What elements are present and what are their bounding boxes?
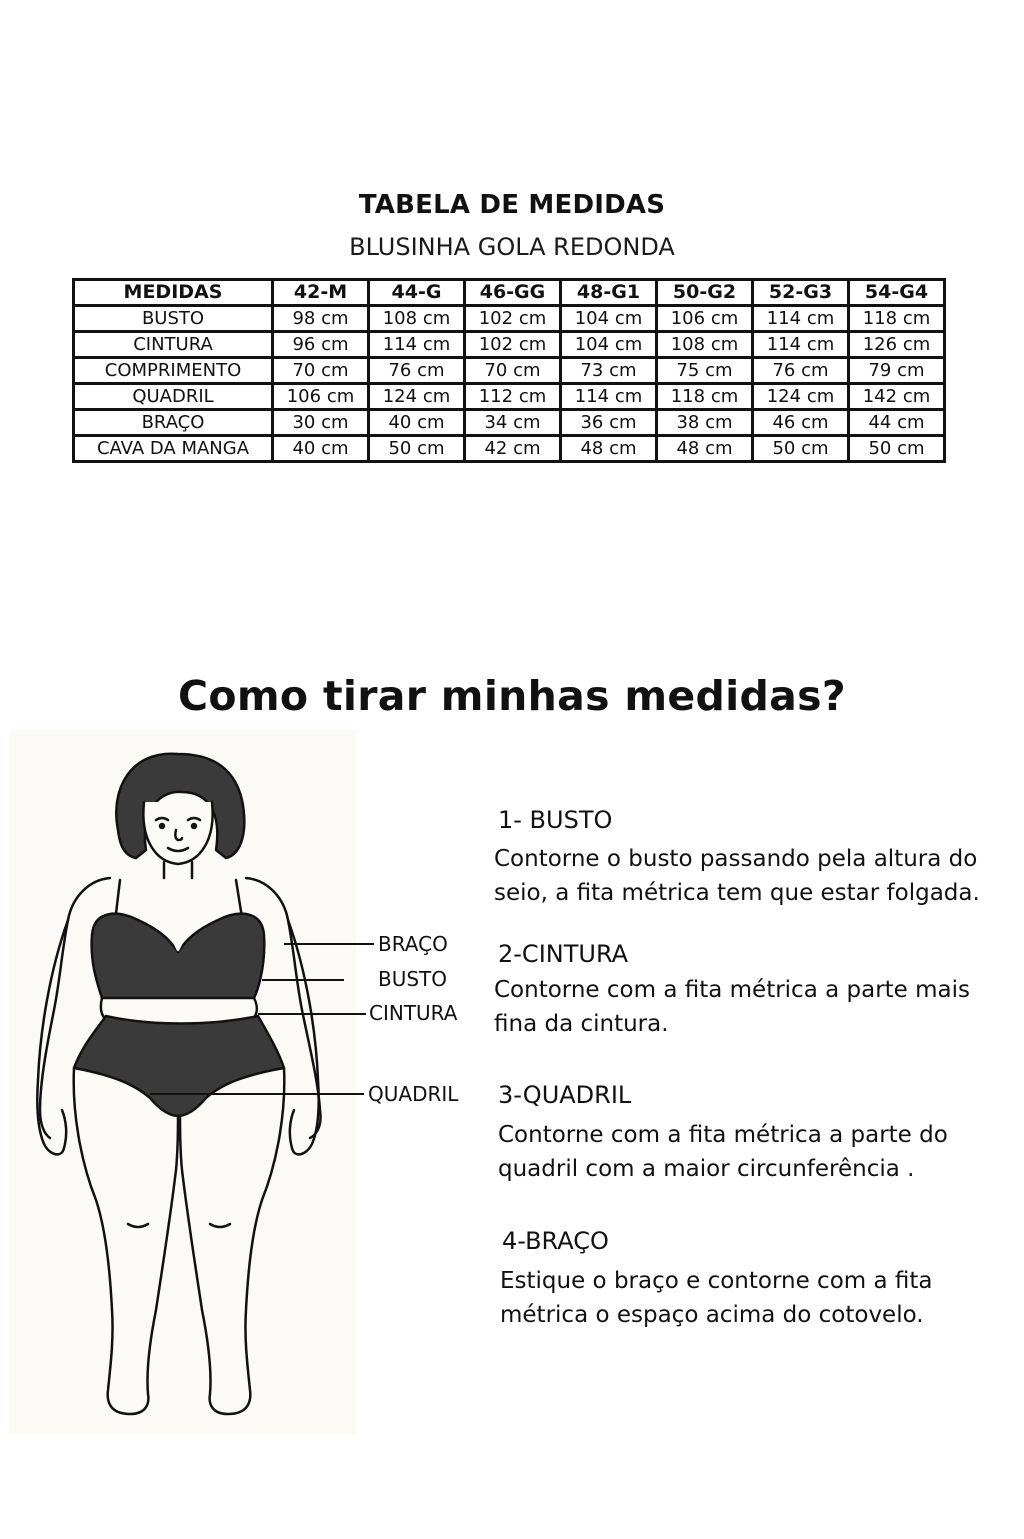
column-header: 54-G4: [849, 280, 945, 306]
body-illustration: [10, 730, 356, 1435]
table-cell: 126 cm: [849, 332, 945, 358]
column-header: 44-G: [369, 280, 465, 306]
table-cell: 102 cm: [465, 332, 561, 358]
table-cell: 96 cm: [273, 332, 369, 358]
table-cell: 114 cm: [369, 332, 465, 358]
table-cell: 118 cm: [657, 384, 753, 410]
row-label: CAVA DA MANGA: [74, 436, 273, 462]
step-1-title: 1- BUSTO: [498, 806, 613, 834]
step-4-title: 4-BRAÇO: [502, 1227, 609, 1255]
table-cell: 38 cm: [657, 410, 753, 436]
table-cell: 75 cm: [657, 358, 753, 384]
table-row: [74, 332, 945, 358]
table-cell: 142 cm: [849, 384, 945, 410]
row-label: COMPRIMENTO: [74, 358, 273, 384]
column-header: 42-M: [273, 280, 369, 306]
table-cell: 114 cm: [753, 306, 849, 332]
column-header: MEDIDAS: [74, 280, 273, 306]
table-cell: 50 cm: [849, 436, 945, 462]
column-header: 52-G3: [753, 280, 849, 306]
column-header: 46-GG: [465, 280, 561, 306]
row-label: QUADRIL: [74, 384, 273, 410]
label-busto: BUSTO: [378, 967, 448, 991]
table-cell: 50 cm: [753, 436, 849, 462]
table-row: [74, 306, 945, 332]
table-row: [74, 384, 945, 410]
table-cell: 76 cm: [369, 358, 465, 384]
table-cell: 102 cm: [465, 306, 561, 332]
table-row: [74, 358, 945, 384]
table-cell: 108 cm: [369, 306, 465, 332]
table-cell: 40 cm: [369, 410, 465, 436]
table-cell: 42 cm: [465, 436, 561, 462]
table-cell: 48 cm: [657, 436, 753, 462]
label-quadril: QUADRIL: [368, 1082, 459, 1106]
table-cell: 44 cm: [849, 410, 945, 436]
step-2-text: Contorne com a fita métrica a parte mais fina da cintura.: [494, 977, 971, 1037]
step-2-title: 2-CINTURA: [498, 940, 629, 968]
column-header: 48-G1: [561, 280, 657, 306]
table-row: [74, 436, 945, 462]
row-label: CINTURA: [74, 332, 273, 358]
table-title: TABELA DE MEDIDAS: [358, 190, 666, 220]
table-cell: 108 cm: [657, 332, 753, 358]
table-cell: 114 cm: [561, 384, 657, 410]
table-row: [74, 410, 945, 436]
table-cell: 124 cm: [369, 384, 465, 410]
table-cell: 112 cm: [465, 384, 561, 410]
table-cell: 73 cm: [561, 358, 657, 384]
table-cell: 76 cm: [753, 358, 849, 384]
table-cell: 30 cm: [273, 410, 369, 436]
table-header-row: [74, 280, 945, 306]
table-cell: 50 cm: [369, 436, 465, 462]
step-3-text: Contorne com a fita métrica a parte do quadril com a maior circunferência .: [498, 1122, 948, 1182]
table-cell: 104 cm: [561, 306, 657, 332]
table-cell: 79 cm: [849, 358, 945, 384]
column-header: 50-G2: [657, 280, 753, 306]
step-3-title: 3-QUADRIL: [498, 1081, 632, 1109]
table-cell: 34 cm: [465, 410, 561, 436]
table-cell: 124 cm: [753, 384, 849, 410]
label-cintura: CINTURA: [369, 1001, 458, 1025]
table-cell: 98 cm: [273, 306, 369, 332]
size-table: [72, 278, 946, 463]
table-cell: 118 cm: [849, 306, 945, 332]
table-cell: 106 cm: [657, 306, 753, 332]
table-cell: 114 cm: [753, 332, 849, 358]
table-cell: 40 cm: [273, 436, 369, 462]
step-1-text: Contorne o busto passando pela altura do seio, a fita métrica tem que estar folgada.: [494, 846, 980, 906]
label-braco: BRAÇO: [378, 932, 448, 956]
how-to-heading: Como tirar minhas medidas?: [178, 672, 846, 720]
table-cell: 36 cm: [561, 410, 657, 436]
table-cell: 70 cm: [465, 358, 561, 384]
step-4-text: Estique o braço e contorne com a fita métrica o espaço acima do cotovelo.: [500, 1268, 933, 1328]
row-label: BRAÇO: [74, 410, 273, 436]
row-label: BUSTO: [74, 306, 273, 332]
table-cell: 46 cm: [753, 410, 849, 436]
body-figure: [10, 730, 356, 1435]
table-cell: 70 cm: [273, 358, 369, 384]
table-subtitle: BLUSINHA GOLA REDONDA: [349, 233, 675, 261]
table-cell: 104 cm: [561, 332, 657, 358]
table-cell: 48 cm: [561, 436, 657, 462]
table-cell: 106 cm: [273, 384, 369, 410]
